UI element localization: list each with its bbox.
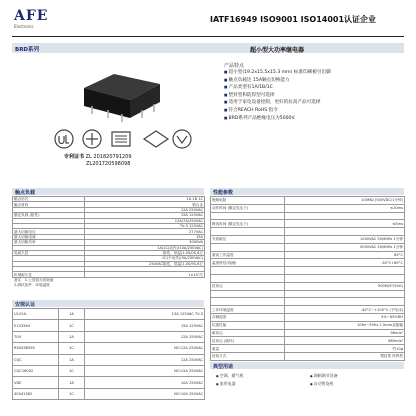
table-cell: 触点形式 — [13, 197, 85, 202]
contact-notes — [14, 278, 53, 288]
table-cell: CQC — [13, 354, 59, 365]
table-cell: 机械耐久性 — [13, 272, 85, 277]
table-cell: 存储湿度 — [211, 313, 285, 321]
table-cell: 塑封型 防焊型 — [285, 352, 405, 360]
table-row — [211, 204, 405, 212]
table-cell: 15A 125VAC TV-5 — [85, 309, 205, 320]
feature-item: ■ 符合REACH RoHS 指令 — [224, 107, 404, 115]
datasheet-page — [12, 6, 404, 410]
table-row — [211, 220, 405, 228]
table-cell — [285, 267, 405, 275]
application-item: ● 空调、暖气机 — [216, 372, 244, 380]
table-cell: 额定负载 (阻性) — [13, 213, 85, 218]
header-certifications: IATF16949 ISO9001 ISO14001认证企业 — [210, 15, 377, 24]
table-cell: 5%~85%RH — [285, 313, 405, 321]
table-row — [13, 343, 205, 354]
feature-item: ■ 超小型(19.2x15.5x15.3 mm) 标准印刷板引出脚 — [224, 69, 404, 77]
table-cell: 10Hz~55Hz 1.5mm双振幅 — [285, 321, 405, 329]
patent-number-1: ZL 201820791209 — [85, 154, 132, 160]
table-cell: 1A — [59, 331, 85, 342]
feature-item: ■ 塑封型和防焊型可选择 — [224, 92, 404, 100]
table-cell — [211, 267, 285, 275]
table-cell — [211, 212, 285, 220]
table-cell: 15A 125VAC — [85, 213, 205, 218]
table-cell — [285, 290, 405, 298]
table-row — [211, 337, 405, 345]
table-cell: 耐冲击 — [211, 329, 285, 337]
table-cell: 最高工作温度 — [211, 251, 285, 259]
feature-item: ■ BRD系列产品绝缘电压为5000V — [224, 115, 404, 123]
table-cell: 1×10⁷次 — [85, 272, 205, 277]
table-cell: 触点材料 — [13, 202, 85, 207]
table-cell — [211, 274, 285, 282]
table-cell: 12A/7A/250VAC — [85, 218, 205, 223]
table-cell: 40041362 — [13, 388, 59, 399]
table-cell: -40°C~+105°C (不结冰) — [285, 306, 405, 314]
brand-subtitle: Electronic — [14, 24, 34, 29]
table-cell: 1A — [59, 354, 85, 365]
table-cell: NO:12A 250VAC — [85, 365, 205, 376]
table-cell: 重量 — [211, 345, 285, 353]
table-cell: TV-5 125VAC — [85, 223, 205, 228]
note-line: 2.测试条件：环境温度 — [14, 283, 50, 287]
table-cell — [211, 298, 285, 306]
table-row — [211, 212, 405, 220]
table-row — [211, 313, 405, 321]
table-cell: 15A 125VAC — [85, 320, 205, 331]
table-cell — [211, 290, 285, 298]
table-row — [211, 274, 405, 282]
table-cell: 1C(不动作)(5A/250VAC) — [85, 256, 205, 261]
patent-info — [64, 154, 132, 168]
table-row — [211, 267, 405, 275]
features-list — [224, 69, 404, 122]
table-cell: 1000VAC 50/60Hz 1分钟 — [285, 235, 405, 243]
table-cell: 100MΩ (500VDC/1分钟) — [285, 197, 405, 205]
table-cell: 银合金 — [85, 202, 205, 207]
table-cell: 1C — [59, 388, 85, 399]
application-list-left — [216, 372, 244, 388]
table-cell — [285, 228, 405, 236]
table-cell: 1A 1B 1C — [85, 197, 205, 202]
table-cell: 最大切换电压 — [13, 229, 85, 234]
table-cell: NO:10A 250VAC — [85, 388, 205, 399]
performance-section-bar — [210, 188, 404, 195]
table-cell: 1A/1C(动作)(10A/250VAC) — [85, 245, 205, 250]
application-list-right — [310, 372, 338, 388]
table-cell: NO:12A 250VAC — [85, 343, 205, 354]
table-cell: 12A 250VAC — [85, 354, 205, 365]
table-cell: 12A 250VAC — [85, 331, 205, 342]
certification-logos — [52, 128, 202, 150]
table-row — [211, 228, 405, 236]
table-cell: CQC16002 — [13, 365, 59, 376]
table-cell — [285, 274, 405, 282]
application-section-bar — [210, 362, 404, 369]
table-cell: 500M/S²(50G) — [285, 282, 405, 290]
table-cell: 1C — [59, 365, 85, 376]
table-row — [13, 354, 205, 365]
table-cell: 277VAC — [85, 229, 205, 234]
contact-table — [12, 196, 205, 278]
note-line: 备注：1.上述值为初始值 — [14, 278, 54, 282]
table-cell — [285, 298, 405, 306]
table-row — [211, 197, 405, 205]
table-row — [211, 329, 405, 337]
table-cell: 15A — [85, 234, 205, 239]
table-cell: 阻性，常温/1.0S/0S,6万 — [85, 250, 205, 255]
application-item: ● 调制调节设备 — [310, 372, 338, 380]
feature-item: ■ 适用于家电设备控制，更好的抗高产品可选择 — [224, 99, 404, 107]
table-cell: 释放时间 (额定电压下) — [211, 220, 285, 228]
table-cell: 12A 250VAC — [85, 207, 205, 212]
table-cell: ≤5ms — [285, 220, 405, 228]
table-row — [211, 306, 405, 314]
table-cell: 980m/s² — [285, 337, 405, 345]
table-cell: 250VAC阻性，常温/1.0S/9S,6万 — [85, 261, 205, 266]
safety-section-bar — [12, 300, 204, 307]
table-cell: E133284 — [13, 320, 59, 331]
table-row — [211, 321, 405, 329]
application-item: ● 自动售货机 — [310, 380, 338, 388]
table-cell: 介质耐压 — [211, 235, 285, 243]
contact-section-bar — [12, 188, 204, 195]
table-cell: UL/CUL — [13, 309, 59, 320]
performance-table — [210, 196, 405, 361]
feature-item: ■ 产品类型有1A/1B/1C — [224, 84, 404, 92]
application-item: ● 家用电器 — [216, 380, 244, 388]
table-cell: VDE — [13, 377, 59, 388]
application-section-title: 典型用途 — [213, 364, 234, 370]
patent-number-2: ZL201720598098 — [86, 161, 131, 167]
table-cell: R50436595 — [13, 343, 59, 354]
table-row — [211, 259, 405, 267]
table-row — [211, 352, 405, 360]
table-cell: 电耐久性 — [13, 250, 85, 255]
performance-section-title: 性能参数 — [213, 190, 234, 196]
table-cell: 10A 250VAC — [85, 377, 205, 388]
table-cell: 抗冲击 — [211, 282, 285, 290]
table-row — [211, 243, 405, 251]
header-divider — [12, 36, 404, 37]
series-title: 超小型大功率继电器 — [250, 47, 305, 54]
table-cell: 最大切换电流 — [13, 234, 85, 239]
table-row — [13, 331, 205, 342]
table-row — [13, 388, 205, 399]
table-cell: 动作时间 (额定电压下) — [211, 204, 285, 212]
table-row — [13, 320, 205, 331]
brand-logo: AFE — [14, 8, 49, 24]
relay-product-image — [70, 64, 170, 124]
feature-item: ■ 触点负载达 15A触点切换能力 — [224, 77, 404, 85]
contact-section-title: 触点负载 — [15, 190, 36, 196]
table-cell — [211, 228, 285, 236]
table-row — [13, 309, 205, 320]
table-row — [211, 251, 405, 259]
safety-section-title: 安规认证 — [15, 302, 36, 308]
table-cell: 温度特性(线圈) — [211, 259, 285, 267]
table-cell: 绝缘电阻 — [211, 197, 285, 205]
table-cell: 工作环境温度 — [211, 306, 285, 314]
table-cell: 封装方式 — [211, 352, 285, 360]
patent-label: 专利证书 — [64, 154, 85, 160]
table-row — [211, 345, 405, 353]
table-cell: 5000VAC 50/60Hz 1分钟 — [285, 243, 405, 251]
table-cell: TUV — [13, 331, 59, 342]
table-cell: 1C — [59, 343, 85, 354]
table-cell: 最大切换功率 — [13, 240, 85, 245]
safety-table — [12, 308, 205, 400]
table-row — [13, 272, 205, 277]
table-cell: ≤10ms — [285, 204, 405, 212]
features-title: 产品特点 — [224, 63, 245, 69]
table-cell: 约10g — [285, 345, 405, 353]
table-row — [211, 290, 405, 298]
table-cell: 98m/s² — [285, 329, 405, 337]
table-row — [13, 365, 205, 376]
table-cell: 1A — [59, 309, 85, 320]
table-cell: -30°C+85°C — [285, 259, 405, 267]
series-bar — [12, 43, 404, 53]
table-cell: 抗冲击 (破坏) — [211, 337, 285, 345]
table-cell: 抗振性能 — [211, 321, 285, 329]
table-cell: 1C — [59, 320, 85, 331]
table-row — [13, 377, 205, 388]
table-row — [211, 235, 405, 243]
table-cell: 1A — [59, 377, 85, 388]
table-cell — [211, 243, 285, 251]
table-row — [211, 282, 405, 290]
table-cell: 85°C — [285, 251, 405, 259]
table-cell — [285, 212, 405, 220]
series-name: BRD系列 — [15, 47, 39, 53]
table-cell: 3000VA — [85, 240, 205, 245]
table-row — [211, 298, 405, 306]
